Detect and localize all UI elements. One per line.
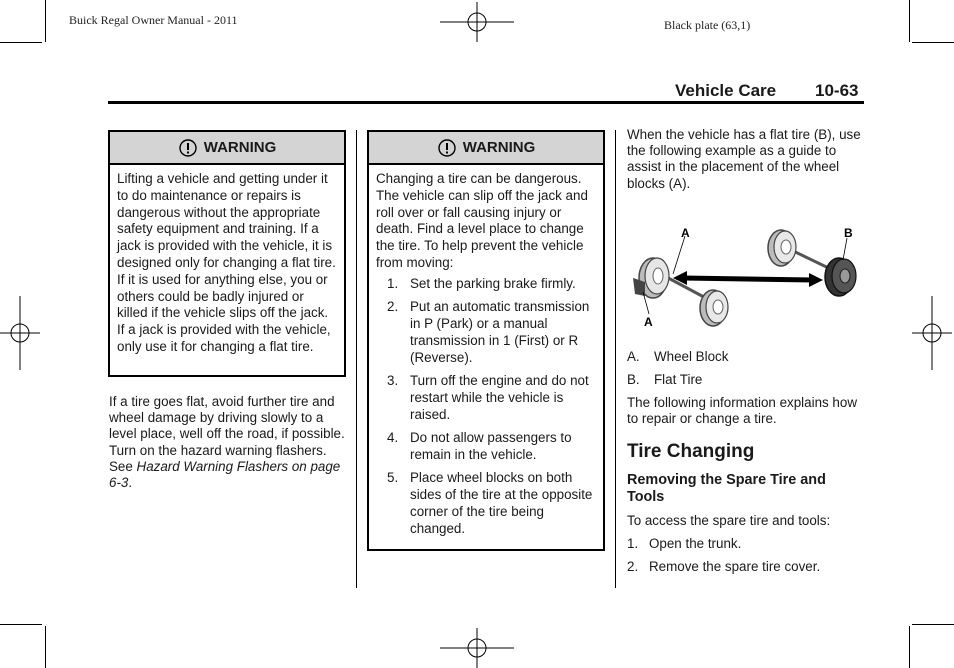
header-rule bbox=[108, 101, 864, 104]
list-item: 1. Set the parking brake firmly. bbox=[387, 275, 576, 291]
flat-tire-text-end: . bbox=[128, 475, 133, 491]
registration-mark-top bbox=[440, 2, 514, 42]
list-item: 1. Open the trunk. bbox=[627, 536, 742, 551]
rear-right-wheel bbox=[700, 290, 728, 326]
warning-body: Lifting a vehicle and getting under it to do maintenance or repairs is dangerous without the appropriate safety equipment and training. If a jack is provided with the vehicle, it is designed only for changing a flat tire. If it is used for anything else, you or others could be badly injured or killed if the vehicle slips off the jack. If a jack is provided with the vehicle, only use it for changing a flat tire. bbox=[117, 171, 336, 354]
warning-header bbox=[110, 132, 344, 165]
registration-mark-right bbox=[912, 296, 952, 370]
warning-icon bbox=[437, 139, 457, 157]
wheel-block-illustration bbox=[627, 222, 863, 330]
warning-box-changing bbox=[367, 130, 605, 551]
list-item: 3. Turn off the engine and do not restart while the vehicle is raised. bbox=[387, 372, 589, 422]
warning-icon bbox=[178, 139, 198, 157]
subheading-spare-tire: Removing the Spare Tire and Tools bbox=[627, 472, 826, 505]
warning-title: WARNING bbox=[462, 139, 536, 156]
legend-item: B. Flat Tire bbox=[627, 372, 703, 387]
warning-header bbox=[369, 132, 603, 165]
page-number: 10-63 bbox=[815, 81, 859, 100]
warning-title: WARNING bbox=[203, 139, 277, 156]
section-title: Vehicle Care bbox=[675, 81, 777, 100]
list-item: 5. Place wheel blocks on both sides of the tire at the opposite corner of the tire being changed. bbox=[387, 470, 593, 536]
flat-tire bbox=[825, 258, 856, 296]
running-header-right: Black plate (63,1) bbox=[664, 18, 751, 32]
registration-mark-left bbox=[0, 296, 40, 370]
list-item: 2. Put an automatic transmission in P (Park) or a manual transmission in 1 (First) or R (Reverse). bbox=[387, 299, 590, 365]
label-a-bottom: A bbox=[644, 315, 653, 329]
warning-box-lifting bbox=[108, 130, 346, 377]
running-header-left: Buick Regal Owner Manual - 2011 bbox=[69, 13, 238, 27]
flat-tire-paragraph bbox=[109, 394, 347, 491]
access-paragraph: To access the spare tire and tools: bbox=[627, 513, 831, 528]
list-item: 2. Remove the spare tire cover. bbox=[627, 559, 821, 574]
warning-steps-list bbox=[376, 276, 596, 538]
warning-intro: Changing a tire can be dangerous. The vehicle can slip off the jack and roll over or fall causing injury or death. Find a level place to change the tire. To help prevent the vehicle from moving: bbox=[376, 171, 588, 270]
diagonal-arrow bbox=[673, 271, 823, 287]
info-paragraph: The following information explains how to repair or change a tire. bbox=[627, 395, 857, 427]
section-heading-tire-changing: Tire Changing bbox=[627, 441, 755, 462]
column-divider-2 bbox=[615, 130, 616, 588]
label-b: B bbox=[844, 226, 853, 240]
hazard-flashers-reference[interactable]: Hazard Warning Flashers on page 6-3 bbox=[109, 458, 341, 491]
label-a-top: A bbox=[681, 226, 690, 240]
list-item: 4. Do not allow passengers to remain in the vehicle. bbox=[387, 429, 572, 462]
spare-tire-steps bbox=[627, 536, 863, 582]
column-divider-1 bbox=[356, 130, 357, 588]
registration-mark-bottom bbox=[440, 628, 514, 668]
wheel-block-intro: When the vehicle has a flat tire (B), use the following example as a guide to assist in the placement of the wheel blocks (A). bbox=[627, 127, 861, 191]
front-left-wheel bbox=[768, 230, 796, 266]
flat-tire-text: If a tire goes flat, avoid further tire and wheel damage by driving slowly to a level place, well off the road, if possible. Turn on the hazard warning flashers. See bbox=[109, 394, 345, 474]
figure-legend bbox=[627, 349, 863, 395]
legend-item: A. Wheel Block bbox=[627, 349, 729, 364]
